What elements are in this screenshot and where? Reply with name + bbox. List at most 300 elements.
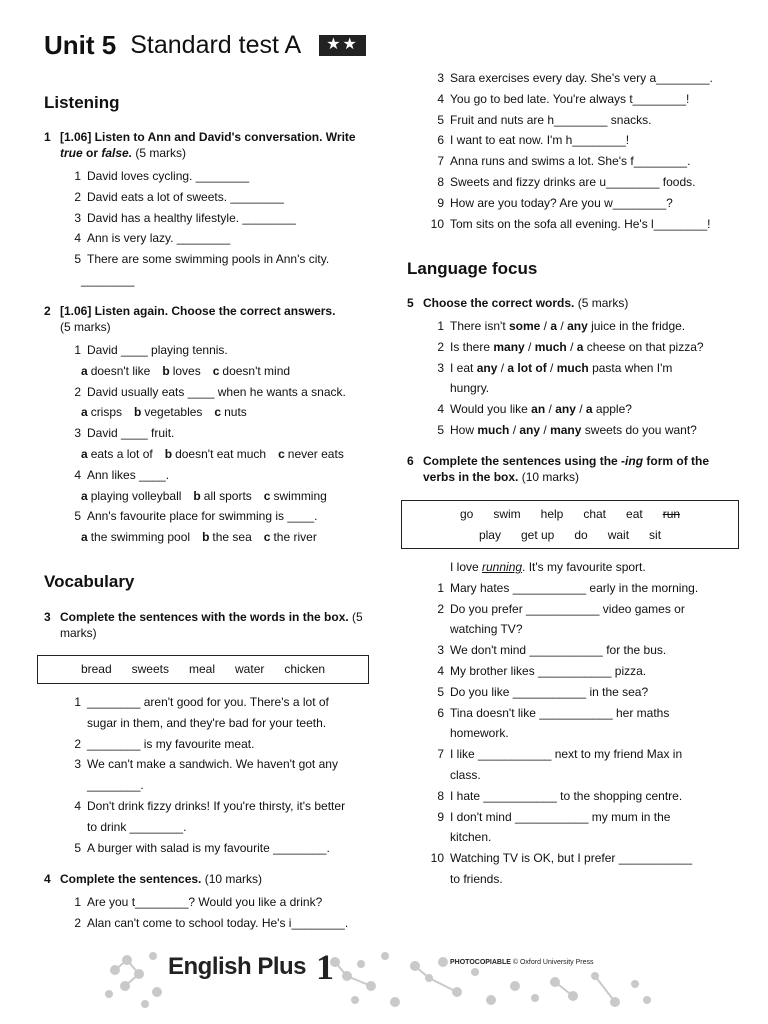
box-word: chicken bbox=[284, 662, 326, 676]
question-number: 6 bbox=[407, 454, 414, 468]
word-choice: any bbox=[519, 422, 541, 437]
option-text: swimming bbox=[273, 488, 327, 503]
option-text: eats a lot of bbox=[90, 446, 153, 461]
item-number: 3 bbox=[437, 360, 444, 375]
option-text: the swimming pool bbox=[90, 530, 191, 545]
item-number: 1 bbox=[437, 319, 444, 333]
item-number: 2 bbox=[437, 339, 444, 354]
sentence-fragment: / bbox=[566, 339, 577, 354]
question-1 bbox=[44, 129, 374, 291]
item-text bbox=[450, 316, 737, 337]
word-choice: much bbox=[556, 360, 589, 375]
question-1-items bbox=[44, 166, 374, 270]
list-item bbox=[407, 420, 737, 441]
vocabulary-heading: Vocabulary bbox=[44, 572, 135, 591]
item-text: ________. bbox=[87, 778, 144, 793]
word-choice: many bbox=[493, 339, 525, 354]
or-word: or bbox=[82, 146, 102, 160]
item-number: 10 bbox=[430, 851, 444, 866]
option-letter: b bbox=[134, 405, 142, 420]
item-text: Fruit and nuts are h________ snacks. bbox=[450, 112, 652, 127]
item-text: I like ___________ next to my friend Max in bbox=[450, 747, 683, 762]
marks: (5 marks) bbox=[574, 296, 629, 310]
item-number: 5 bbox=[74, 509, 81, 524]
sentence-fragment: juice in the fridge. bbox=[587, 319, 686, 333]
item-number: 3 bbox=[437, 643, 444, 658]
word-box bbox=[37, 655, 369, 684]
list-item bbox=[407, 214, 737, 235]
question-6-header bbox=[407, 453, 737, 485]
item-number: 1 bbox=[437, 580, 444, 595]
answer-option bbox=[214, 405, 246, 419]
difficulty-stars: ★★ bbox=[319, 35, 366, 56]
option-text: doesn't mind bbox=[222, 363, 291, 378]
list-item bbox=[44, 713, 374, 734]
marks: (5 marks) bbox=[60, 320, 111, 334]
question-number: 4 bbox=[44, 872, 51, 886]
item-number: 4 bbox=[74, 798, 81, 813]
option-letter: a bbox=[81, 405, 88, 420]
item-number: 5 bbox=[74, 252, 81, 267]
list-item bbox=[44, 506, 374, 527]
option-letter: b bbox=[164, 446, 173, 461]
answer-options bbox=[44, 361, 374, 382]
box-verb: sit bbox=[649, 527, 662, 542]
answer-option bbox=[264, 530, 317, 544]
item-number bbox=[407, 378, 450, 399]
box-word: bread bbox=[80, 662, 112, 676]
ing-word: ing bbox=[625, 454, 644, 468]
question-3-header bbox=[44, 609, 374, 641]
item-number: 3 bbox=[74, 426, 81, 441]
question-4-header bbox=[44, 871, 374, 887]
list-item bbox=[407, 723, 737, 744]
item-text: Sweets and fizzy drinks are u________ foods. bbox=[450, 174, 696, 189]
box-verb: wait bbox=[607, 527, 630, 542]
list-item bbox=[407, 807, 737, 828]
list-item bbox=[407, 337, 737, 358]
list-item bbox=[407, 744, 737, 765]
photocopiable-label: PHOTOCOPIABLE bbox=[450, 959, 511, 966]
word-choice: an bbox=[531, 402, 546, 417]
list-item bbox=[44, 166, 374, 187]
list-item bbox=[407, 765, 737, 786]
test-title: Standard test A bbox=[130, 31, 302, 59]
item-text: Alan can't come to school today. He's i________. bbox=[87, 915, 349, 930]
verb-box bbox=[401, 500, 739, 549]
word-choice: many bbox=[550, 422, 582, 437]
list-item bbox=[407, 172, 737, 193]
false-word: false. bbox=[101, 146, 133, 160]
list-item bbox=[407, 130, 737, 151]
sentence-fragment: / bbox=[546, 360, 557, 375]
answer-option bbox=[162, 364, 200, 378]
item-text: There are some swimming pools in Ann's city. bbox=[87, 252, 330, 267]
list-item bbox=[44, 187, 374, 208]
question-number: 2 bbox=[44, 304, 51, 318]
item-text: to drink ________. bbox=[87, 819, 187, 834]
word-choice: some bbox=[508, 319, 541, 333]
list-item bbox=[407, 786, 737, 807]
item-text: I don't mind ___________ my mum in the bbox=[450, 809, 671, 824]
question-3-instruction: Complete the sentences with the words in the box. bbox=[60, 610, 349, 624]
item-text: David ____ fruit. bbox=[87, 426, 175, 441]
item-number: 4 bbox=[74, 467, 81, 482]
item-number: 6 bbox=[437, 133, 444, 148]
question-1-instruction: [1.06] Listen to Ann and David's conversation. Write bbox=[60, 130, 356, 144]
box-verb: run bbox=[662, 506, 681, 521]
item-text: sugar in them, and they're bad for your teeth. bbox=[87, 715, 327, 730]
answer-option bbox=[278, 447, 344, 461]
question-6-instruction-b: form of the verbs in the box. bbox=[423, 454, 710, 484]
item-text: ________ aren't good for you. There's a lot of bbox=[87, 695, 329, 709]
item-text bbox=[450, 358, 737, 379]
item-text: class. bbox=[450, 767, 481, 782]
question-4-instruction: Complete the sentences. bbox=[60, 872, 202, 886]
list-item bbox=[407, 110, 737, 131]
option-text: all sports bbox=[203, 488, 252, 503]
item-number: 9 bbox=[437, 809, 444, 824]
sentence-fragment: hungry. bbox=[450, 381, 490, 396]
option-text: doesn't like bbox=[90, 363, 151, 378]
marks: (5 marks) bbox=[60, 610, 363, 640]
list-item bbox=[44, 228, 374, 249]
option-letter: a bbox=[81, 363, 88, 378]
question-number: 5 bbox=[407, 296, 414, 310]
answer-option bbox=[134, 405, 202, 419]
item-text: A burger with salad is my favourite ________. bbox=[87, 840, 330, 855]
item-number: 2 bbox=[74, 736, 81, 751]
option-letter: c bbox=[214, 405, 222, 420]
box-verb: help bbox=[540, 506, 564, 521]
item-text: Anna runs and swims a lot. She's f________. bbox=[450, 154, 691, 169]
option-letter: c bbox=[263, 488, 271, 503]
answer-option bbox=[81, 405, 122, 419]
list-item bbox=[407, 619, 737, 640]
box-verb: play bbox=[478, 527, 501, 542]
item-text: to friends. bbox=[450, 871, 503, 886]
sentence-fragment: / bbox=[497, 360, 508, 375]
question-5-header bbox=[407, 295, 737, 311]
item-text: I want to eat now. I'm h________! bbox=[450, 133, 630, 148]
question-6-items bbox=[407, 578, 737, 890]
answer-option bbox=[202, 530, 252, 544]
sentence-fragment: / bbox=[509, 422, 520, 437]
item-number: 4 bbox=[437, 91, 444, 106]
list-item bbox=[407, 869, 737, 890]
box-word: water bbox=[235, 662, 265, 676]
page-title bbox=[44, 30, 366, 61]
item-text: Watching TV is OK, but I prefer ___________ bbox=[450, 851, 693, 866]
option-letter: b bbox=[202, 530, 210, 545]
copyright-text: © Oxford University Press bbox=[510, 959, 594, 966]
item-text: ________ is my favourite meat. bbox=[87, 736, 255, 751]
item-number bbox=[407, 765, 450, 786]
option-letter: c bbox=[212, 363, 220, 378]
item-text: Are you t________? Would you like a drink? bbox=[87, 895, 323, 909]
sentence-fragment: / bbox=[540, 422, 551, 437]
question-5 bbox=[407, 295, 737, 441]
sentence-fragment: / bbox=[557, 319, 568, 333]
question-2 bbox=[44, 303, 374, 548]
box-word: sweets bbox=[131, 662, 169, 676]
list-item bbox=[407, 151, 737, 172]
word-choice: much bbox=[477, 422, 510, 437]
item-text: Do you like ___________ in the sea? bbox=[450, 684, 649, 699]
item-text: Sara exercises every day. She's very a________. bbox=[450, 71, 713, 85]
list-item bbox=[44, 892, 374, 913]
answer-option bbox=[81, 489, 181, 503]
item-number: 5 bbox=[437, 112, 444, 127]
box-verb: eat bbox=[626, 506, 643, 521]
item-number: 3 bbox=[74, 210, 81, 225]
item-number: 4 bbox=[437, 402, 444, 417]
list-item bbox=[407, 358, 737, 379]
sentence-fragment: I eat bbox=[450, 360, 477, 375]
list-item bbox=[407, 599, 737, 620]
marks: (10 marks) bbox=[201, 872, 263, 886]
list-item bbox=[44, 249, 374, 270]
list-item bbox=[407, 661, 737, 682]
word-choice: any bbox=[476, 360, 498, 375]
item-number: 5 bbox=[437, 422, 444, 437]
list-item bbox=[407, 193, 737, 214]
item-number bbox=[407, 869, 450, 890]
option-text: vegetables bbox=[144, 405, 203, 420]
list-item bbox=[44, 838, 374, 859]
sentence-fragment: / bbox=[524, 339, 535, 354]
option-letter: b bbox=[162, 363, 170, 378]
list-item bbox=[44, 913, 374, 934]
item-text: Don't drink fizzy drinks! If you're thirsty, it's better bbox=[87, 798, 346, 813]
item-number: 10 bbox=[430, 216, 444, 231]
item-number: 8 bbox=[437, 174, 444, 189]
sentence-fragment: apple? bbox=[592, 402, 632, 417]
item-text bbox=[450, 420, 737, 441]
list-item bbox=[44, 465, 374, 486]
item-number: 4 bbox=[74, 231, 81, 246]
item-text: I hate ___________ to the shopping centre. bbox=[450, 788, 683, 803]
item-number: 2 bbox=[437, 601, 444, 616]
list-item bbox=[44, 692, 374, 713]
question-3 bbox=[44, 609, 374, 646]
list-item bbox=[44, 796, 374, 817]
list-item bbox=[407, 378, 737, 399]
question-4-continued bbox=[407, 68, 737, 234]
item-number: 3 bbox=[74, 757, 81, 772]
option-letter: b bbox=[193, 488, 201, 503]
answer-option bbox=[193, 489, 251, 503]
item-number bbox=[407, 619, 450, 640]
option-text: nuts bbox=[224, 405, 247, 420]
item-number: 5 bbox=[437, 684, 444, 699]
question-2-header bbox=[44, 303, 374, 335]
example-post: . It's my favourite sport. bbox=[522, 560, 646, 574]
item-number: 6 bbox=[437, 705, 444, 720]
list-item bbox=[407, 578, 737, 599]
option-letter: c bbox=[263, 530, 271, 545]
option-text: never eats bbox=[287, 446, 344, 461]
answer-option bbox=[264, 489, 327, 503]
item-number: 7 bbox=[437, 154, 444, 169]
item-text: kitchen. bbox=[450, 830, 492, 845]
example-pre: I love bbox=[450, 560, 483, 574]
sentence-fragment: How bbox=[450, 422, 478, 437]
answer-options bbox=[44, 486, 374, 507]
item-text: David has a healthy lifestyle. ________ bbox=[87, 210, 296, 225]
list-item bbox=[407, 316, 737, 337]
item-number: 3 bbox=[437, 71, 444, 85]
item-text: Ann is very lazy. ________ bbox=[87, 231, 231, 246]
question-1-header bbox=[44, 129, 374, 161]
list-item bbox=[44, 817, 374, 838]
item-number: 7 bbox=[437, 747, 444, 762]
item-text: Do you prefer ___________ video games or bbox=[450, 601, 685, 616]
item-5-blank: ________ bbox=[81, 272, 135, 287]
item-text: Tina doesn't like ___________ her maths bbox=[450, 705, 670, 720]
question-6-instruction-a: Complete the sentences using the - bbox=[423, 454, 626, 468]
item-number bbox=[44, 817, 87, 838]
option-text: loves bbox=[172, 363, 201, 378]
sentence-fragment: Is there bbox=[450, 339, 494, 354]
item-number: 1 bbox=[74, 169, 81, 183]
item-text bbox=[450, 378, 737, 399]
list-item bbox=[44, 208, 374, 229]
item-number: 2 bbox=[74, 915, 81, 930]
item-text: Tom sits on the sofa all evening. He's l________! bbox=[450, 216, 711, 231]
question-6 bbox=[407, 453, 737, 490]
list-item bbox=[407, 89, 737, 110]
answer-option bbox=[165, 447, 266, 461]
brand-level: 1 bbox=[316, 947, 334, 987]
question-2-items bbox=[44, 340, 374, 548]
true-word: true bbox=[60, 146, 83, 160]
list-item bbox=[44, 423, 374, 444]
example-sentence bbox=[407, 557, 737, 578]
copyright-notice bbox=[450, 959, 594, 966]
question-4-items-right bbox=[407, 68, 737, 234]
option-text: the river bbox=[273, 530, 317, 545]
item-text: watching TV? bbox=[450, 622, 523, 637]
question-3-list bbox=[44, 692, 374, 858]
question-5-items bbox=[407, 316, 737, 441]
marks: (5 marks) bbox=[132, 146, 187, 160]
answer-options bbox=[44, 444, 374, 465]
answer-option bbox=[81, 530, 190, 544]
item-text: David usually eats ____ when he wants a snack. bbox=[87, 384, 346, 399]
item-text: Ann's favourite place for swimming is ____. bbox=[87, 509, 318, 524]
item-number: 8 bbox=[437, 788, 444, 803]
item-number: 2 bbox=[74, 189, 81, 204]
box-verb: chat bbox=[583, 506, 607, 521]
question-6-list bbox=[407, 557, 737, 890]
item-text: How are you today? Are you w________? bbox=[450, 195, 673, 210]
example-word: running bbox=[482, 560, 523, 574]
list-item bbox=[407, 682, 737, 703]
sentence-fragment: pasta when I'm bbox=[588, 360, 673, 375]
box-verb: do bbox=[574, 527, 588, 542]
item-number: 1 bbox=[74, 895, 81, 909]
word-choice: a bbox=[585, 402, 593, 417]
list-item bbox=[44, 754, 374, 775]
item-number: 1 bbox=[74, 695, 81, 709]
item-number: 4 bbox=[437, 663, 444, 678]
item-number bbox=[407, 827, 450, 848]
word-choice: much bbox=[534, 339, 567, 354]
listening-heading: Listening bbox=[44, 93, 120, 112]
question-number: 1 bbox=[44, 130, 51, 144]
list-item bbox=[44, 382, 374, 403]
item-text: We don't mind ___________ for the bus. bbox=[450, 643, 667, 658]
sentence-fragment: / bbox=[540, 319, 551, 333]
question-4-items-left bbox=[44, 892, 374, 934]
brand-logo: English Plus bbox=[168, 953, 307, 980]
box-verb: go bbox=[459, 506, 474, 521]
item-text: David eats a lot of sweets. ________ bbox=[87, 189, 284, 204]
option-letter: a bbox=[81, 488, 88, 503]
sentence-fragment: Would you like bbox=[450, 402, 532, 417]
item-number: 9 bbox=[437, 195, 444, 210]
question-3-items bbox=[44, 692, 374, 858]
list-item bbox=[407, 640, 737, 661]
item-text: We can't make a sandwich. We haven't got any bbox=[87, 757, 338, 772]
word-choice: any bbox=[555, 402, 576, 417]
option-letter: c bbox=[278, 446, 285, 461]
list-item bbox=[44, 340, 374, 361]
item-number bbox=[44, 775, 87, 796]
word-choice: a lot of bbox=[507, 360, 547, 375]
word-choice: any bbox=[567, 319, 588, 333]
question-5-instruction: Choose the correct words. bbox=[423, 296, 575, 310]
option-letter: a bbox=[81, 530, 88, 545]
box-verb: get up bbox=[520, 527, 555, 542]
answer-option bbox=[81, 447, 153, 461]
item-text: You go to bed late. You're always t________! bbox=[450, 91, 690, 106]
option-text: the sea bbox=[212, 530, 252, 545]
answer-options bbox=[44, 527, 374, 548]
sentence-fragment: / bbox=[575, 402, 586, 417]
item-text bbox=[450, 337, 737, 358]
word-choice: a bbox=[550, 319, 558, 333]
item-number bbox=[407, 723, 450, 744]
item-text: Ann likes ____. bbox=[87, 467, 170, 482]
question-2-instruction: [1.06] Listen again. Choose the correct answers. bbox=[60, 304, 336, 318]
answer-options bbox=[44, 402, 374, 423]
item-number: 2 bbox=[74, 384, 81, 399]
item-text: Mary hates ___________ early in the morning. bbox=[450, 580, 699, 595]
list-item bbox=[407, 68, 737, 89]
box-word: meal bbox=[189, 662, 216, 676]
item-text: homework. bbox=[450, 726, 509, 741]
list-item bbox=[407, 399, 737, 420]
question-number: 3 bbox=[44, 610, 51, 624]
answer-option bbox=[213, 364, 290, 378]
language-focus-heading: Language focus bbox=[407, 259, 538, 278]
option-text: crisps bbox=[90, 405, 123, 420]
option-letter: a bbox=[81, 446, 88, 461]
sentence-fragment: sweets do you want? bbox=[581, 422, 697, 437]
option-text: doesn't eat much bbox=[175, 446, 267, 461]
item-text: David ____ playing tennis. bbox=[87, 343, 228, 357]
item-number: 5 bbox=[74, 840, 81, 855]
list-item bbox=[44, 734, 374, 755]
item-text: My brother likes ___________ pizza. bbox=[450, 663, 647, 678]
unit-label: Unit 5 bbox=[44, 30, 117, 60]
sentence-fragment: cheese on that pizza? bbox=[583, 339, 704, 354]
sentence-fragment: There isn't bbox=[450, 319, 509, 333]
box-verb: swim bbox=[493, 506, 521, 521]
answer-option bbox=[81, 364, 150, 378]
